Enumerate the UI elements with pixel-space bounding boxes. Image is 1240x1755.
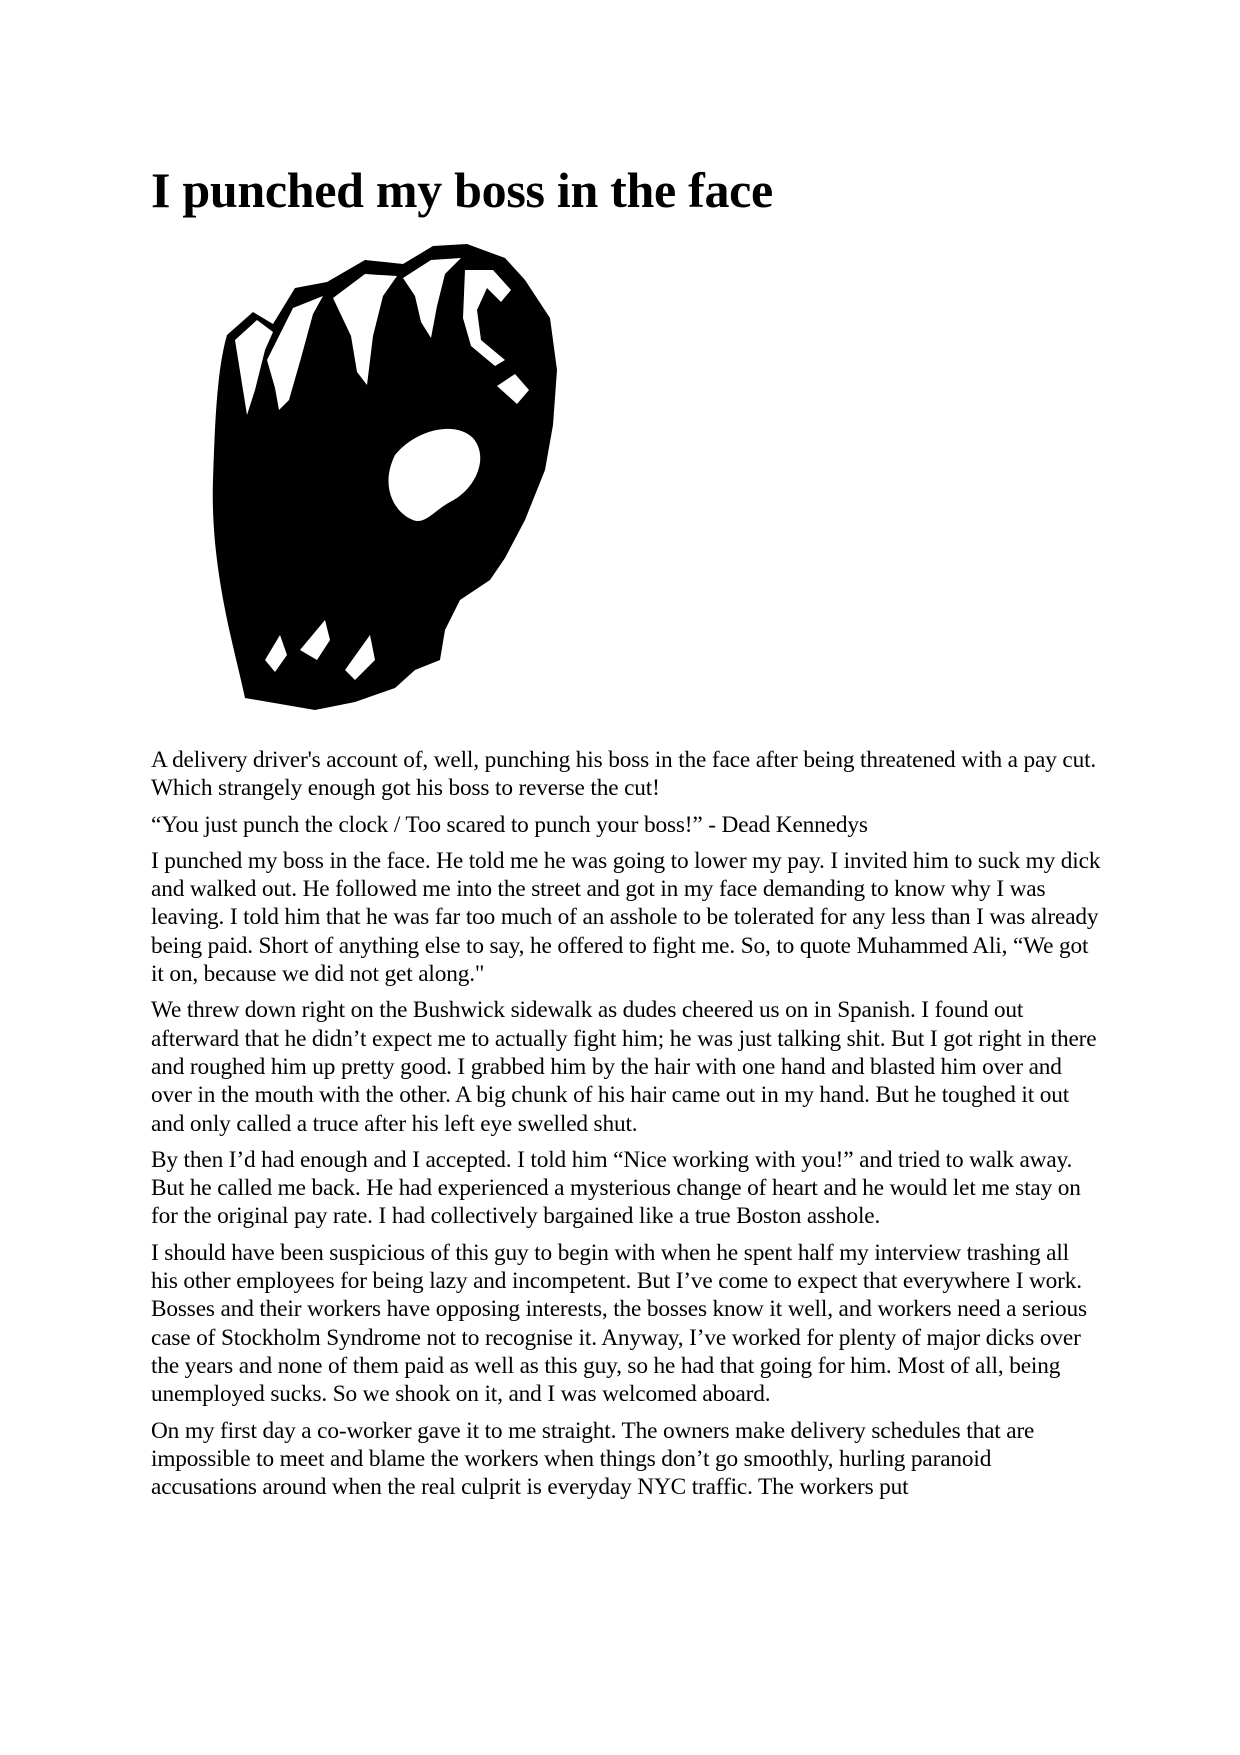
body-paragraph: By then I’d had enough and I accepted. I told him “Nice working with you!” and tried to walk away. But he called me back. He had experienced a mysterious change of heart and he would let me stay on for the original pay rate. I had collectively bargained like a true Boston asshole. [151, 1146, 1081, 1230]
body-paragraph: On my first day a co-worker gave it to me straight. The owners make delivery schedules that are impossible to meet and blame the workers when things don’t go smoothly, hurling paranoid accusations around when the real culprit is everyday NYC traffic. The workers put [151, 1417, 1035, 1501]
body-paragraph: I punched my boss in the face. He told me he was going to lower my pay. I invited him to suck my dick and walked out. He followed me into the street and got in my face demanding to know why I was leaving. I told him that he was far too much of an asshole to be tolerated for any less than I was already being paid. Short of anything else to say, he offered to fight me. So, to quote Muhammed Ali, “We got it on, because we did not get along." [151, 847, 1101, 988]
fist-silhouette [213, 244, 557, 710]
raised-fist-icon [205, 240, 615, 720]
body-paragraph: We threw down right on the Bushwick sidewalk as dudes cheered us on in Spanish. I found out afterward that he didn’t expect me to actually fight him; he was just talking shit. But I got right in there and roughed him up pretty good. I grabbed him by the hair with one hand and blasted him over and over in the mouth with the other. A big chunk of his hair came out in my hand. But he toughed it out and only called a truce after his left eye swelled shut. [151, 997, 1097, 1137]
quote-paragraph: “You just punch the clock / Too scared to punch your boss!” - Dead Kennedys [151, 811, 868, 838]
article-body [151, 746, 1101, 1509]
intro-paragraph: A delivery driver's account of, well, punching his boss in the face after being threatened with a pay cut. Which strangely enough got his boss to reverse the cut! [151, 747, 1097, 802]
body-paragraph: I should have been suspicious of this guy to begin with when he spent half my interview trashing all his other employees for being lazy and incompetent. But I’ve come to expect that everywhere I work. Bosses and their workers have opposing interests, the bosses know it well, and workers need a serious case of Stockholm Syndrome not to recognise it. Anyway, I’ve worked for plenty of major dicks over the years and none of them paid as well as this guy, so he had that going for him. Most of all, being unemployed sucks. So we shook on it, and I was welcomed aboard. [151, 1239, 1087, 1408]
article-title: I punched my boss in the face [151, 162, 773, 218]
